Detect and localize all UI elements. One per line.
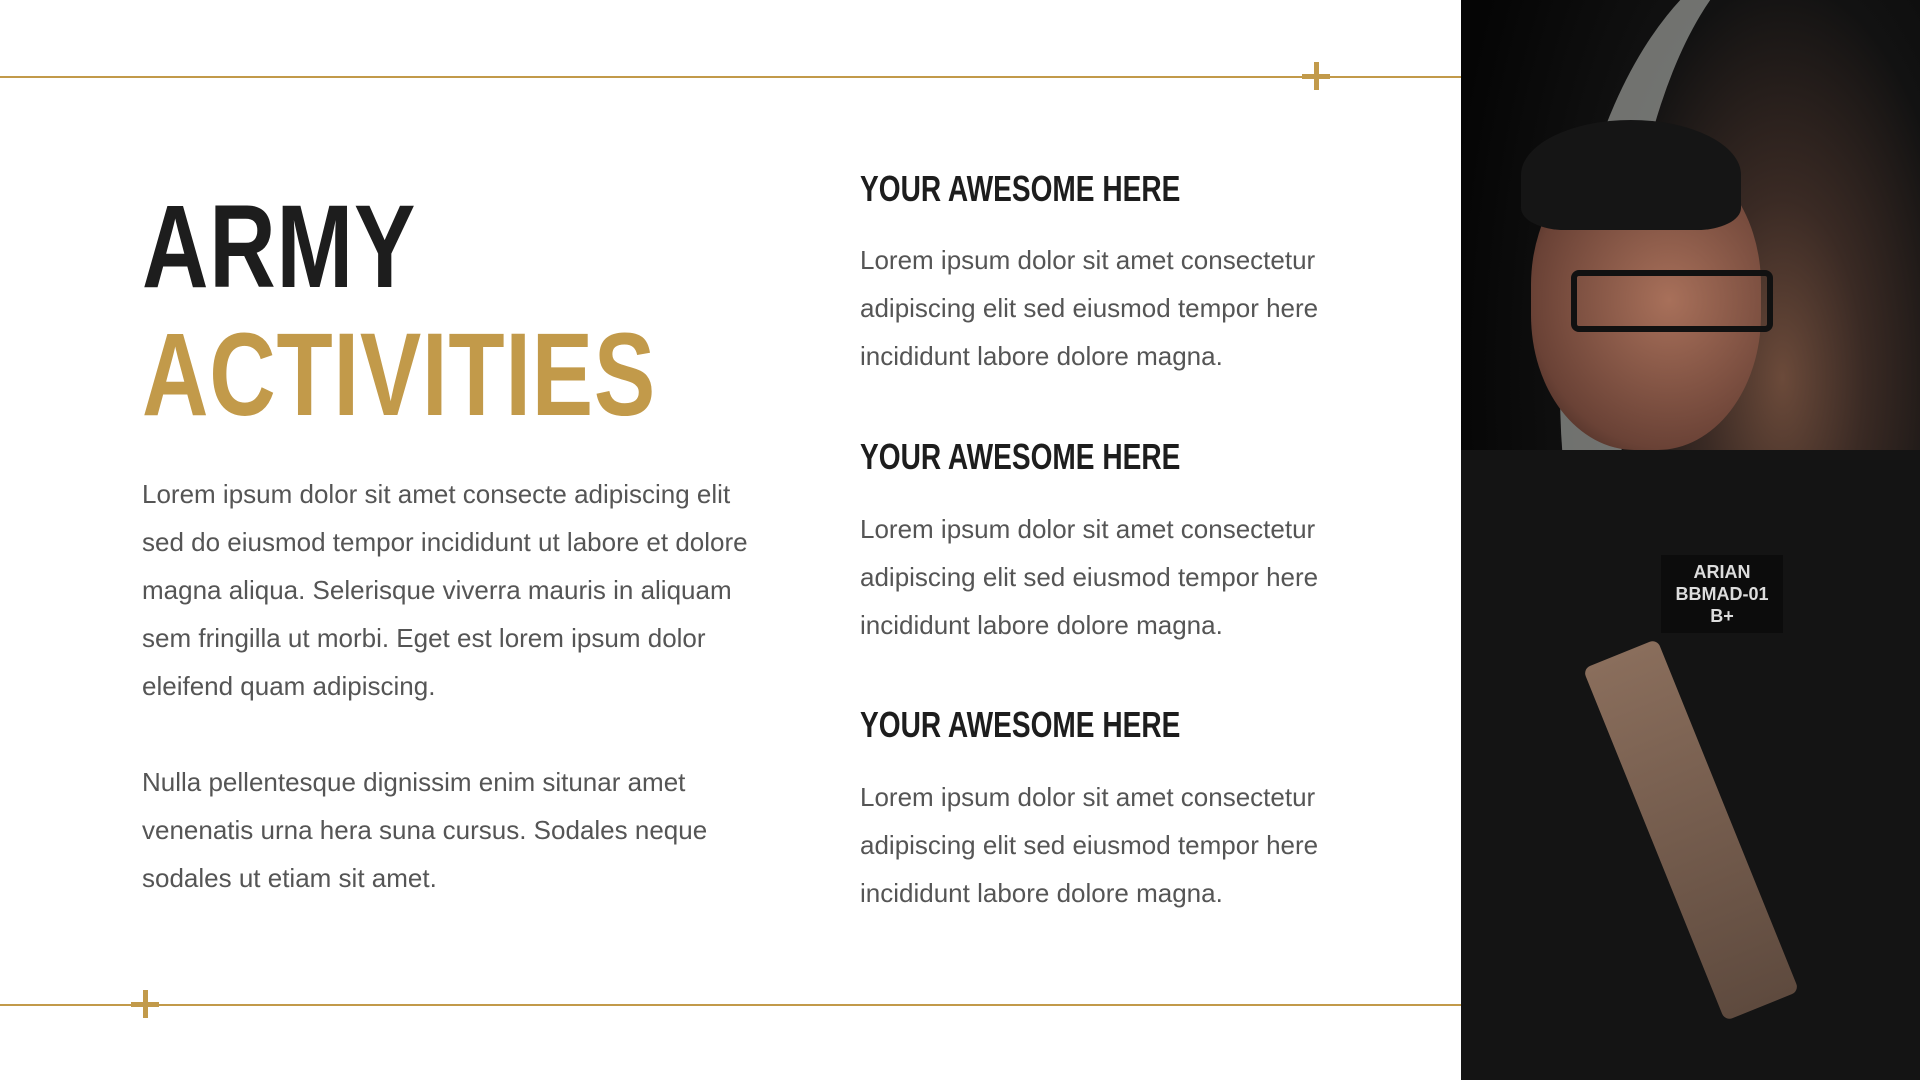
- plus-icon: [1302, 62, 1330, 90]
- section-heading: YOUR AWESOME HERE: [860, 436, 1181, 477]
- bottom-divider: [0, 1004, 1461, 1006]
- glasses: [1571, 270, 1773, 332]
- section-heading: YOUR AWESOME HERE: [860, 704, 1181, 745]
- intro-paragraph-1: Lorem ipsum dolor sit amet consecte adipiscing elit sed do eiusmod tempor incididunt ut labore et dolore magna aliqua. Selerisque viverra mauris in aliquam sem fringilla ut morbi. Eget est lorem ipsum dolor eleifend quam adipiscing.: [142, 479, 748, 701]
- section-body: Lorem ipsum dolor sit amet consectetur adipiscing elit sed eiusmod tempor here incididunt labore dolore magna.: [860, 245, 1319, 371]
- section-body: Lorem ipsum dolor sit amet consectetur adipiscing elit sed eiusmod tempor here incididunt labore dolore magna.: [860, 782, 1319, 908]
- section-body: Lorem ipsum dolor sit amet consectetur adipiscing elit sed eiusmod tempor here incididunt labore dolore magna.: [860, 514, 1319, 640]
- section-heading: YOUR AWESOME HERE: [860, 168, 1181, 209]
- top-divider: [0, 76, 1461, 78]
- title-activities: ACTIVITIES: [142, 309, 657, 441]
- name-patch: ARIAN BBMAD-01 B+: [1661, 555, 1783, 633]
- intro-paragraph-2: Nulla pellentesque dignissim enim situnar amet venenatis urna hera suna cursus. Sodales neque sodales ut etiam sit amet.: [142, 767, 708, 893]
- title-army: ARMY: [142, 181, 417, 313]
- soldier-photo: [1461, 0, 1920, 1080]
- plus-icon: [131, 990, 159, 1018]
- hair: [1521, 120, 1741, 230]
